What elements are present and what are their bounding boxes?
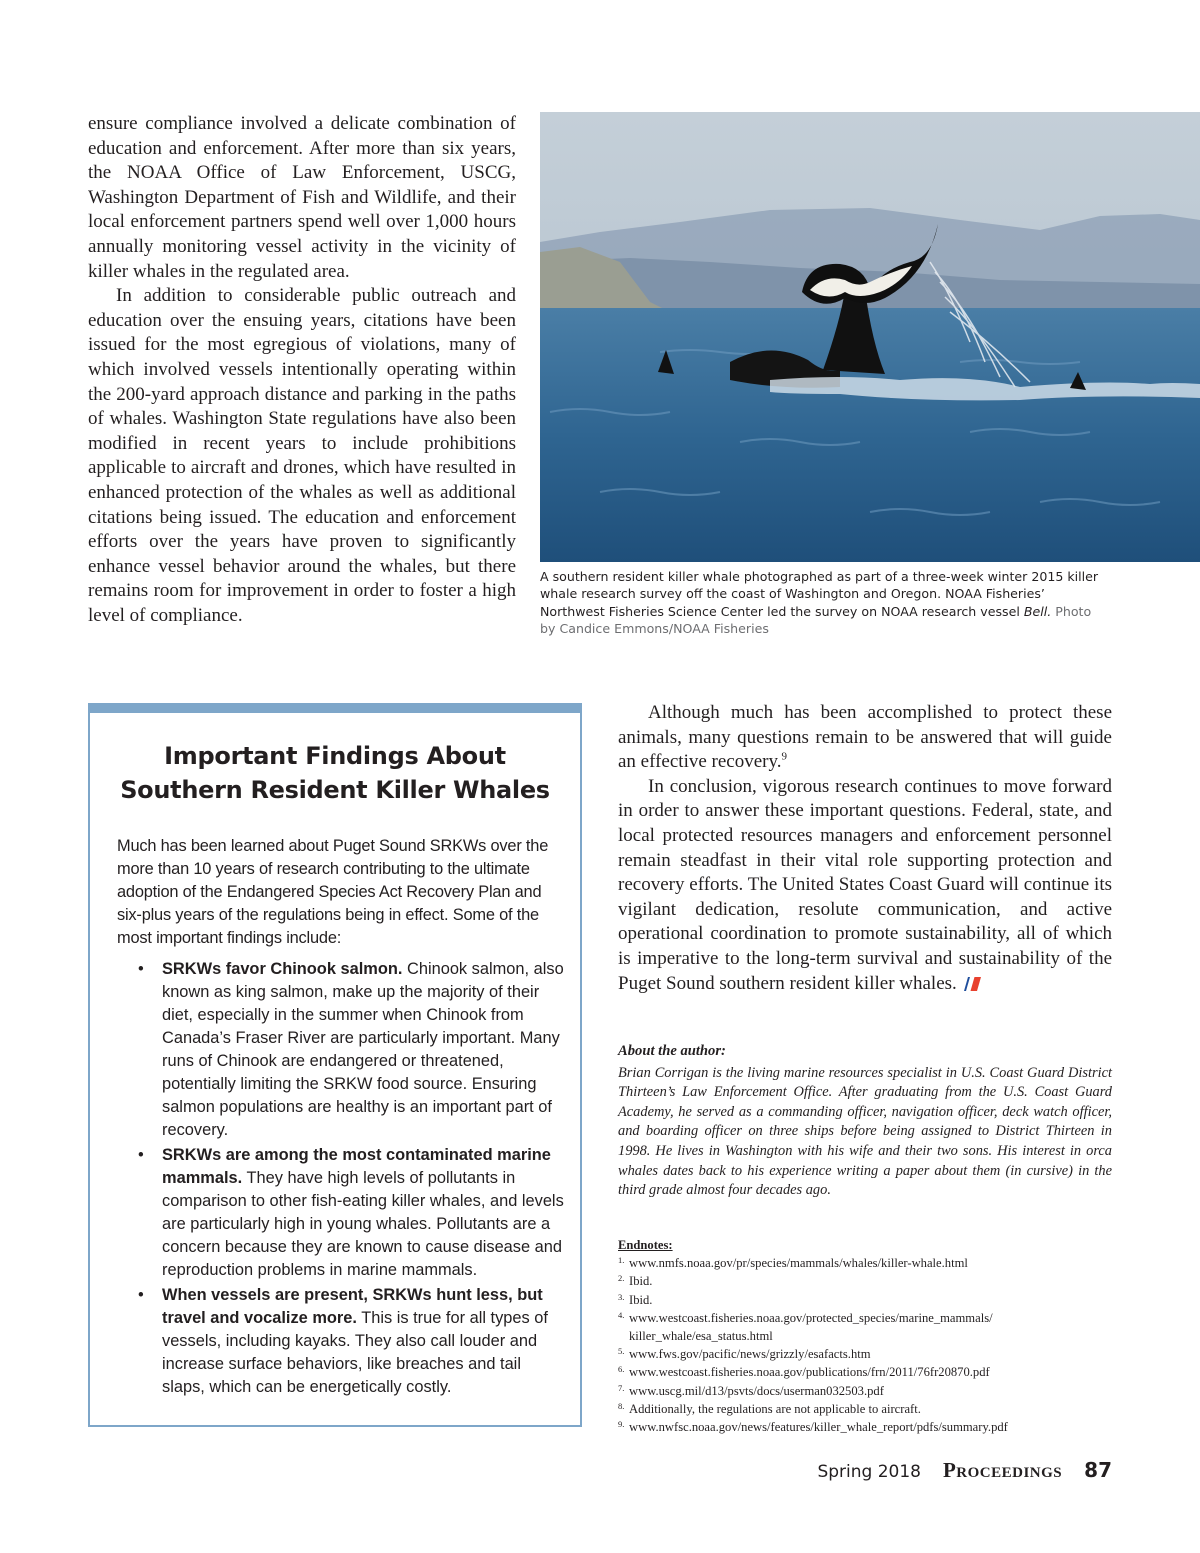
endnote-text: www.westcoast.fisheries.noaa.gov/publications/frn/2011/76fr20870.pdf <box>629 1365 990 1380</box>
paragraph-text: Although much has been accomplished to protect these animals, many questions remain to be answered that will guide an effective recovery. <box>618 702 1112 773</box>
endnote-item <box>618 1254 1112 1272</box>
whale-tail-illustration <box>540 112 1200 562</box>
endnote-number: 6. <box>618 1364 625 1375</box>
bullet-icon: • <box>138 1146 144 1164</box>
finding-text: Chinook salmon, also known as king salmon, make up the majority of their diet, especially in the summer when Chinook from Canada’s Fraser River are particularly important. Many runs of Chinook are endangered or threatened, potentially limiting the SRKW food source. Ensuring salmon populations are healthy is an important part of recovery. <box>162 960 564 1139</box>
finding-item <box>138 1284 564 1399</box>
endnote-number: 2. <box>618 1273 625 1284</box>
body-paragraph: In addition to considerable public outreach and education over the ensuing years, citations have been issued for the most egregious of violations, many of which involved vessels intentionally operating within the 200-yard approach distance and parking in the paths of whales. Washington State regulations have also been modified in recent years to include prohibitions applicable to aircraft and drones, which have resulted in enhanced protection of the whales as well as additional citations being issued. The education and enforcement efforts over the years have proven to significantly enhance vessel behavior around the whales, but there remains room for improvement in order to foster a high level of compliance. <box>88 285 516 626</box>
endnote-item <box>618 1272 1112 1290</box>
issue-date: Spring 2018 <box>817 1462 921 1482</box>
sidebar-title <box>90 739 580 807</box>
sidebar-title-line: Important Findings About <box>164 742 506 770</box>
photo-credit: Photo by Candice Emmons/NOAA Fisheries <box>540 603 1092 637</box>
endnote-number: 5. <box>618 1346 625 1357</box>
publication-name: Proceedings <box>942 1458 1063 1482</box>
endnote-text: www.uscg.mil/d13/psvts/docs/userman032503.pdf <box>629 1383 884 1398</box>
endnote-text: www.nmfs.noaa.gov/pr/species/mammals/whales/killer-whale.html <box>629 1256 968 1271</box>
findings-sidebar <box>88 703 582 1427</box>
left-text-column <box>88 112 516 628</box>
end-of-article-icon <box>961 977 981 991</box>
endnotes <box>618 1236 1112 1436</box>
paragraph-text: In conclusion, vigorous research continues to move forward in order to answer these important questions. Federal, state, and local protected resources managers and enforcement personnel remain steadfast in their vital role supporting protection and recovery efforts. The United States Coast Guard will continue its vigilant dedication, resolute communication, and active operational coordination to promote sustainability, all of which is imperative to the long-term survival and sustainability of the Puget Sound southern resident killer whales. <box>618 775 1112 994</box>
finding-item <box>138 958 564 1142</box>
body-paragraph: ensure compliance involved a delicate combination of education and enforcement. After more than six years, the NOAA Office of Law Enforcement, USCG, Washington Department of Fish and Wildlife, and their local enforcement partners spend well over 1,000 hours annually monitoring vessel activity in the vicinity of killer whales in the regulated area. <box>88 113 516 282</box>
page-footer <box>817 1458 1112 1498</box>
endnote-number: 3. <box>618 1291 625 1302</box>
page-number: 87 <box>1084 1458 1112 1482</box>
endnote-item <box>618 1345 1112 1363</box>
endnote-number: 9. <box>618 1419 625 1430</box>
findings-list <box>138 958 564 1399</box>
endnote-item <box>618 1418 1112 1436</box>
endnote-item <box>618 1382 1112 1400</box>
endnote-item <box>618 1400 1112 1418</box>
body-paragraph <box>618 701 1112 775</box>
endnote-item <box>618 1363 1112 1381</box>
endnote-text: Ibid. <box>629 1274 653 1289</box>
killer-whale-photo <box>540 112 1200 562</box>
endnote-text: Ibid. <box>629 1292 653 1307</box>
endnote-text: www.fws.gov/pacific/news/grizzly/esafacts.htm <box>629 1347 871 1362</box>
finding-item <box>138 1144 564 1282</box>
about-author-heading: About the author: <box>618 1043 726 1059</box>
endnote-number: 4. <box>618 1309 625 1320</box>
finding-text: This is true for all types of vessels, including kayaks. They also call louder and increase surface behaviors, like breaches and tail slaps, which can be energetically costly. <box>162 1309 548 1396</box>
endnote-item <box>618 1291 1112 1309</box>
endnote-number: 8. <box>618 1400 625 1411</box>
endnote-number: 1. <box>618 1255 625 1266</box>
body-paragraph <box>618 775 1112 996</box>
finding-lead: When vessels are present, SRKWs hunt less, but travel and vocalize more. <box>162 1286 543 1327</box>
bullet-icon: • <box>138 960 144 978</box>
vessel-name: Bell. <box>1023 603 1052 619</box>
endnotes-list <box>618 1254 1112 1436</box>
bullet-icon: • <box>138 1286 144 1304</box>
about-author <box>618 1042 1112 1201</box>
endnote-text: www.nwfsc.noaa.gov/news/features/killer_whale_report/pdfs/summary.pdf <box>629 1420 1008 1435</box>
endnote-item <box>618 1309 1112 1345</box>
photo-caption <box>540 568 1108 638</box>
endnotes-heading: Endnotes: <box>618 1238 673 1252</box>
endnote-text: www.westcoast.fisheries.noaa.gov/protected_species/marine_mammals/ killer_whale/esa_status.html <box>629 1310 993 1344</box>
right-text-column <box>618 701 1112 996</box>
endnote-number: 7. <box>618 1382 625 1393</box>
finding-lead: SRKWs favor Chinook salmon. <box>162 960 403 978</box>
finding-text: They have high levels of pollutants in comparison to other fish-eating killer whales, and levels are particularly high in young whales. Pollutants are a concern because they are known to cause disease and reproduction problems in marine mammals. <box>162 1169 564 1279</box>
sidebar-title-line: Southern Resident Killer Whales <box>120 776 550 804</box>
endnote-text: Additionally, the regulations are not applicable to aircraft. <box>629 1401 921 1416</box>
caption-text: A southern resident killer whale photographed as part of a three-week winter 2015 killer whale research survey off the coast of Washington and Oregon. NOAA Fisheries’ Northwest Fisheries Science Center led the survey on NOAA research vessel <box>540 569 1099 619</box>
sidebar-intro: Much has been learned about Puget Sound SRKWs over the more than 10 years of research contributing to the ultimate adoption of the Endangered Species Act Recovery Plan and six-plus years of the regulations being in effect. Some of the most important findings include: <box>117 837 549 947</box>
about-author-bio: Brian Corrigan is the living marine resources specialist in U.S. Coast Guard District Thirteen’s Law Enforcement Office. After graduating from the U.S. Coast Guard Academy, he served as a commanding officer, navigation officer, deck watch officer, and boarding officer on three ships before being assigned to District Thirteen in 1998. He lives in Washington with his wife and their two sons. His interest in orca whales dates back to his experience writing a paper about them (in cursive) in the third grade almost four decades ago. <box>618 1064 1112 1199</box>
finding-lead: SRKWs are among the most contaminated marine mammals. <box>162 1146 551 1187</box>
endnote-reference: 9 <box>781 750 788 763</box>
